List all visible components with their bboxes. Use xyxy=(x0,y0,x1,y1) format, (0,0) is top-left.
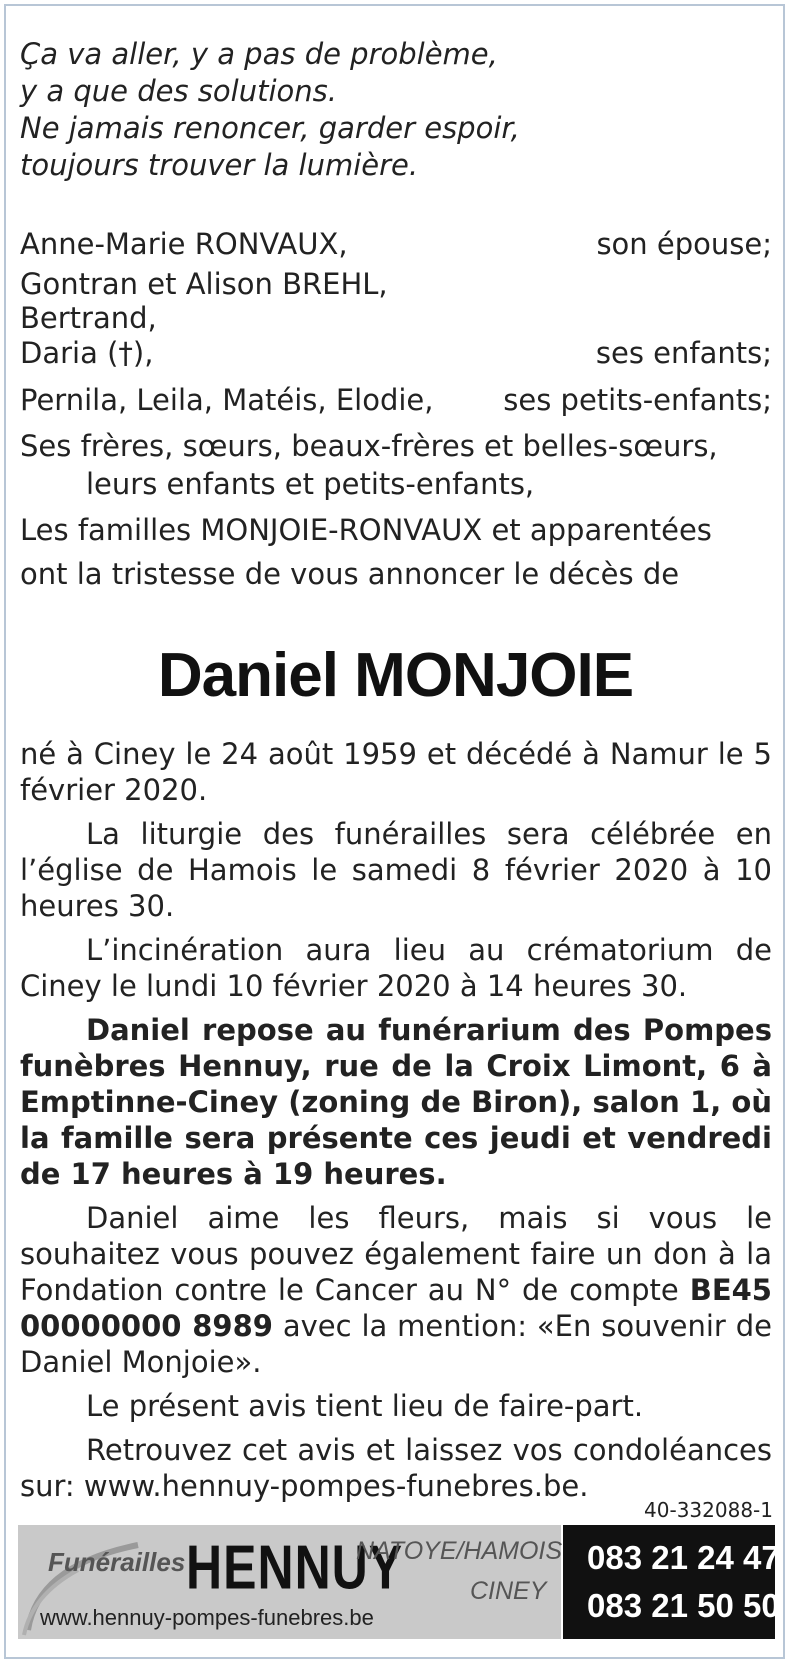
cremation-text: L’incinération aura lieu au crématorium de Ciney le lundi 10 février 2020 à 14 heures 30. xyxy=(20,933,772,1003)
banner-website-link[interactable]: www.hennuy-pompes-funebres.be xyxy=(40,1605,374,1630)
poem-line: toujours trouver la lumière. xyxy=(20,148,419,182)
family-list xyxy=(20,222,772,596)
grandchildren-names: Pernila, Leila, Matéis, Elodie, xyxy=(20,383,434,417)
location-ciney: CINEY xyxy=(470,1577,547,1605)
siblings-line: leurs enfants et petits-enfants, xyxy=(86,467,535,501)
poem xyxy=(20,36,772,184)
reference-number: 40-332088-1 xyxy=(644,1498,773,1522)
announcement-line: ont la tristesse de vous annoncer le décès de xyxy=(20,557,680,591)
deceased-name: Daniel MONJOIE xyxy=(157,641,634,710)
notice-text: Le présent avis tient lieu de faire-part. xyxy=(86,1389,644,1423)
notice-body xyxy=(20,736,772,1512)
grandchildren-role: ses petits-enfants; xyxy=(503,383,772,417)
child-line: Bertrand, xyxy=(20,301,157,335)
phone-number[interactable]: 083 21 24 47 xyxy=(587,1539,780,1576)
website-link[interactable]: www.hennuy-pompes-funebres.be. xyxy=(83,1469,589,1503)
families-line: Les familles MONJOIE-RONVAUX et apparentées xyxy=(20,513,712,547)
children-role: ses enfants; xyxy=(595,336,772,370)
spouse-role: son épouse; xyxy=(596,227,772,261)
child-line: Daria (†), xyxy=(20,336,154,370)
siblings-line: Ses frères, sœurs, beaux-frères et belles-sœurs, xyxy=(20,429,718,463)
phone-panel xyxy=(563,1525,780,1639)
phone-number[interactable]: 083 21 50 50 xyxy=(587,1587,780,1624)
account-number: BE45 00000000 8989 xyxy=(20,1273,772,1343)
child-line: Gontran et Alison BREHL, xyxy=(20,267,388,301)
grandchildren-row xyxy=(20,378,772,422)
poem-line: Ne jamais renoncer, garder espoir, xyxy=(20,111,520,145)
spouse-row xyxy=(20,222,772,266)
funerarium-bold: Daniel repose au funérarium des Pompes funèbres Hennuy, rue de la Croix Limont, 6 à Emptinne-Ciney (zoning de Biron), salon 1, où la famille sera présente ces jeudi et vendredi de 17 heures à 19 heures. xyxy=(20,1013,772,1191)
poem-line: y a que des solutions. xyxy=(20,74,337,108)
liturgy-text: La liturgie des funérailles sera célébrée en l’église de Hamois le samedi 8 février 2020 à 10 heures 30. xyxy=(20,817,772,923)
flowers-text xyxy=(20,1200,772,1380)
brand-logo: HENNUY xyxy=(186,1532,404,1603)
birth-death-text: né à Ciney le 24 août 1959 et décédé à Namur le 5 février 2020. xyxy=(20,737,772,807)
location-natoye-hamois: NATOYE/HAMOIS xyxy=(356,1537,563,1565)
funerarium-text xyxy=(20,1012,772,1192)
find-intro: Retrouvez cet avis et laissez vos condoléances sur: xyxy=(20,1433,772,1503)
find-text xyxy=(20,1432,772,1504)
flowers-mention: avec la mention: «En souvenir de Daniel Monjoie». xyxy=(20,1309,772,1379)
poem-line: Ça va aller, y a pas de problème, xyxy=(20,37,498,71)
flowers-intro: Daniel aime les fleurs, mais si vous le souhaitez vous pouvez également faire un don à la Fondation contre le Cancer au N° de compte xyxy=(20,1201,772,1307)
funeral-home-banner xyxy=(18,1525,780,1639)
children-row xyxy=(20,334,772,372)
funerailles-label: Funérailles xyxy=(48,1547,186,1577)
banner-grey-panel xyxy=(18,1525,561,1639)
spouse-name: Anne-Marie RONVAUX, xyxy=(20,227,348,261)
